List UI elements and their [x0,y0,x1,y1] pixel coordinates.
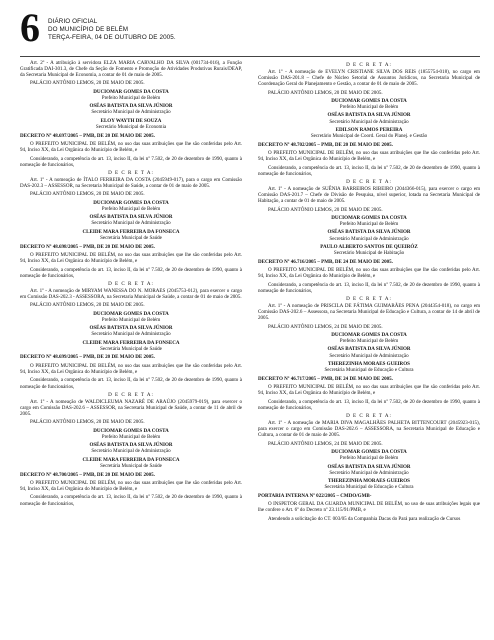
signer-name: THEREZINHA MORAES GUEIROS [328,361,410,368]
signer-name: DUCIOMAR GOMES DA COSTA [93,199,169,206]
decree-heading: DECRETO Nº 48.699/2005 – PMB, DE 20 DE MAIO DE 2005. [20,354,155,361]
paragraph: Considerando, a competência do art. 13, inciso II, da lei nº 7.502, de 20 de dezembro de 1990, quanto à nomeação de funcionários, [258,164,480,177]
paragraph: PALÁCIO ANTÔNIO LEMOS, 20 DE MAIO DE 2005. [268,206,383,213]
signer-name: DUCIOMAR GOMES DA COSTA [93,427,169,434]
signature [258,478,480,490]
signer-title: Prefeito Municipal de Belém [101,316,161,323]
signer-name: CLEIDE MARA FERREIRA DA FONSECA [82,339,180,346]
signature [20,103,242,115]
signer-title: Secretário Municipal de Habitação [333,250,405,257]
decree-heading: DECRETO Nº 48.697/2005 – PMB, DE 20 DE MAIO DE 2005. [20,132,155,139]
signature [20,457,242,469]
signer-name: DUCIOMAR GOMES DA COSTA [93,310,169,317]
signer-name: DUCIOMAR GOMES DA COSTA [93,88,169,95]
paragraph: Considerando, a competência do art. 13, inciso II, da lei nº 7.502, de 20 de dezembro de 1990, quanto à nomeação de funcionários, [20,494,242,507]
paragraph: Art. 1º - A nomeação de WALDICLEUMA NAZARÉ DE ARAÚJO (2045979-019), para exercer o cargo em Comissão DAS-202.6 – ASSESSOR, na Secretaria Municipal de Saúde, a contar de 11 de abril de 2005. [20,398,242,418]
signer-title: Prefeito Municipal de Belém [339,455,399,462]
signature [20,214,242,226]
decree-heading: DECRETO Nº 46.717/2005 – PMB, DE 24 DE MAIO DE 2005. [258,375,393,382]
decreta-label: D E C R E T A: [346,413,392,420]
decreta-label: D E C R E T A: [108,169,154,176]
signer-name: OSÉAS BATISTA DA SILVA JÚNIOR [89,325,173,332]
left-column [20,60,242,636]
signer-title: Prefeito Municipal de Belém [101,94,161,101]
paragraph: O PREFEITO MUNICIPAL DE BELÉM, no uso das suas atribuições que lhe são conferidas pelo Art. 94, Inciso XX, da Lei Orgânica do Município de Belém, e [258,150,480,163]
paragraph: Considerando, a competência do art. 13, inciso II, da lei nº 7.502, de 20 de dezembro de 1990, quanto à nomeação de funcionários, [20,266,242,279]
signer-name: OSÉAS BATISTA DA SILVA JÚNIOR [327,346,411,353]
signer-title: Secretário Municipal de Administração [329,118,409,125]
signer-title: Secretário Municipal de Administração [91,331,171,338]
signer-title: Secretária Municipal de Educação e Cultura [324,484,414,491]
signature [20,311,242,323]
paragraph: Art. 1º - A nomeação de MARIA DIVA MAGALHÃES PALHETA BITTENCOURT (2045923-015), para exercer o cargo em Comissão DAS-202.6 – ASSESSORA, na Secretaria Municipal de Educação e Cultura, a contar de 01 de maio de 2005. [258,420,480,439]
paragraph: O INSPETOR GERAL DA GUARDA MUNICIPAL DE BELÉM, no uso de suas atribuições legais que lhe confere o Art. 6º do Decreto nº 23.115/91/PMB, e [258,501,480,514]
signer-name: OSÉAS BATISTA DA SILVA JÚNIOR [89,442,173,449]
paragraph: Art. 2º - A atribuição à servidora ELZA MARIA CARVALHO DA SILVA (001734-016), a Função Gratificada DAI-301.3, de Chefe da Seção de Fomento e Promoção de Atividades Produtivas Rurais/DEAP, da Secretaria Municipal de Economia, a contar de 01 de maio de 2005. [20,60,242,79]
paragraph: PALÁCIO ANTÔNIO LEMOS, 24 DE MAIO DE 2005. [268,323,383,330]
signer-title: Secretário Municipal de Administração [329,469,409,476]
signer-title: Secretário Municipal de Administração [329,235,409,242]
signer-name: OSÉAS BATISTA DA SILVA JÚNIOR [327,229,411,236]
paragraph: PALÁCIO ANTÔNIO LEMOS, 20 DE MAIO DE 2005. [268,89,383,96]
decree-heading: PORTARIA INTERNA Nº 022/2005 – CMDO/GMB- [258,492,372,499]
signature [258,127,480,139]
paragraph: Art. 1º - A nomeação de ÍTALO FERREIRA DA COSTA (2045949-017), para o cargo em Comissão DAS-202.3 – ASSESSOR, na Secretaria Municipal de Saúde, a contar de 01 de maio de 2005. [20,177,242,190]
signature [20,340,242,352]
paragraph: Art. 1º - A nomeação de PRISCILA DE FÁTIMA GUIMARÃES PENA (2044354-018), no cargo em Comissão DAS-202.6 – Assessora, na Secretaria Municipal de Educação e Cultura, a contar de 14 de abril de 2005. [258,303,480,322]
signature [20,442,242,454]
signer-title: Secretário Municipal de Administração [91,448,171,455]
signer-title: Secretário Municipal de Economia [95,124,167,130]
paragraph: PALÁCIO ANTÔNIO LEMOS, 24 DE MAIO DE 2005. [268,440,383,447]
signature [258,346,480,358]
paragraph: Considerando, a competência do art. 13, inciso II, da lei nº 7.502, de 20 de dezembro de 1990, quanto à nomeação de funcionários, [20,377,242,390]
signer-title: Secretário Municipal de Administração [91,109,171,116]
signer-name: OSÉAS BATISTA DA SILVA JÚNIOR [327,112,411,119]
signature [258,98,480,110]
signer-title: Secretária Municipal de Saúde [100,462,162,469]
paragraph: Art. 1º - A nomeação de EVELYN CRISTIANE SILVA DOS REIS (1855754-018), no cargo em Comissão DAS-201.8 – Chefe de Núcleo Setorial de Assuntos Jurídicos, na Secretaria Municipal de Coordenação Geral do Planejamento e Gestão, a contar de 01 de maio de 2005. [258,69,480,88]
paragraph: Art. 1º - A nomeação de SUÊNIA BARREIROS RIBEIRO (2044366-015), para exercer o cargo em Comissão DAS-201.7 – Chefe de Divisão de Pesquisa, nível superior, lotada na Secretaria Municipal de Habitação, a contar de 01 de maio de 2005. [258,186,480,205]
signer-title: Secretário Municipal de Administração [91,220,171,227]
signer-name: PAULO ALBERTO SANTOS DE QUEIRÓZ [320,244,418,251]
signature [258,464,480,476]
decreta-label: D E C R E T A: [346,179,392,186]
signer-name: OSÉAS BATISTA DA SILVA JÚNIOR [89,214,173,221]
signature [20,229,242,241]
paragraph: O PREFEITO MUNICIPAL DE BELÉM, no uso das suas atribuições que lhe são conferidas pelo Art. 94, Inciso XX, da Lei Orgânica do Município de Belém, e [20,363,242,376]
paragraph: O PREFEITO MUNICIPAL DE BELÉM, no uso das suas atribuições que lhe são conferidas pelo Art. 94, Inciso XX, da Lei Orgânica do Município de Belém, e [258,267,480,280]
signer-title: Prefeito Municipal de Belém [101,433,161,440]
signature [20,428,242,440]
signer-name: OSÉAS BATISTA DA SILVA JÚNIOR [89,103,173,110]
paragraph: PALÁCIO ANTÔNIO LEMOS, 20 DE MAIO DE 2005. [30,302,145,309]
signature [258,449,480,461]
paragraph: PALÁCIO ANTÔNIO LEMOS, 20 DE MAIO DE 2005. [30,191,145,198]
signature [20,118,242,130]
right-column [258,60,480,636]
header-rule [20,56,480,57]
page-header [20,5,480,54]
decreta-label: D E C R E T A: [346,62,392,68]
signer-title: Secretária Municipal de Saúde [100,345,162,352]
paragraph: PALÁCIO ANTÔNIO LEMOS, 20 DE MAIO DE 2005. [30,80,145,87]
masthead [48,18,176,42]
signer-name: CLEIDE MARA FERREIRA DA FONSECA [82,456,180,463]
signer-title: Secretária Municipal de Educação e Cultura [324,367,414,374]
masthead-title: DIÁRIO OFICIAL [48,18,98,25]
signer-title: Prefeito Municipal de Belém [339,220,399,227]
decree-heading: DECRETO Nº 46.716/2005 – PMB, DE 24 DE MAIO DE 2005. [258,258,393,265]
decree-heading: DECRETO Nº 48.698/2005 – PMB, DE 20 DE MAIO DE 2005. [20,243,155,250]
paragraph: O PREFEITO MUNICIPAL DE BELÉM, no uso das suas atribuições que lhe são conferidas pelo Art. 94, Inciso XX, da Lei Orgânica do Município de Belém, e [258,384,480,397]
paragraph: O PREFEITO MUNICIPAL DE BELÉM, no uso das suas atribuições que lhe são conferidas pelo Art. 94, Inciso XX, da Lei Orgânica do Município de Belém, e [20,141,242,154]
edition-number: 6 [20,5,40,50]
signature [20,89,242,101]
signer-name: THEREZINHA MORAES GUEIROS [328,478,410,485]
paragraph: O PREFEITO MUNICIPAL DE BELÉM, no uso das suas atribuições que lhe são conferidas pelo Art. 94, Inciso XX, da Lei Orgânica do Município de Belém, e [20,252,242,265]
signature [258,112,480,124]
decreta-label: D E C R E T A: [108,280,154,287]
paragraph: PALÁCIO ANTÔNIO LEMOS, 20 DE MAIO DE 2005. [30,419,145,426]
signer-name: CLEIDE MARA FERREIRA DA FONSECA [82,228,180,235]
signer-title: Prefeito Municipal de Belém [339,338,399,344]
decree-heading: DECRETO Nº 48.702/2005 – PMB, DE 20 DE MAIO DE 2005. [258,141,393,148]
signer-title: Prefeito Municipal de Belém [101,205,161,212]
signer-name: DUCIOMAR GOMES DA COSTA [331,331,407,338]
signer-name: DUCIOMAR GOMES DA COSTA [331,448,407,455]
decree-heading: DECRETO Nº 48.700/2005 – PMB, DE 20 DE MAIO DE 2005. [20,471,155,478]
signature [258,215,480,227]
signature [20,200,242,212]
signer-title: Secretário Municipal de Administração [329,352,409,359]
decreta-label: D E C R E T A: [108,391,154,398]
signer-title: Prefeito Municipal de Belém [339,103,399,110]
masthead-subtitle: DO MUNICÍPIO DE BELÉM [48,26,129,33]
paragraph: Considerando, a competência do art. 13, inciso II, da lei nº 7.502, de 20 de dezembro de 1990, quanto à nomeação de funcionários, [258,398,480,411]
signature [258,229,480,241]
signature [20,325,242,337]
signer-name: OSÉAS BATISTA DA SILVA JÚNIOR [327,463,411,470]
signer-title: Secretário Municipal de Coord. Geral do Planej. e Gestão [310,133,428,140]
signer-name: ELOY WAYTH DE SOUZA [100,117,162,124]
signer-name: DUCIOMAR GOMES DA COSTA [331,97,407,104]
signature [258,361,480,373]
paragraph: O PREFEITO MUNICIPAL DE BELÉM, no uso das suas atribuições que lhe são conferidas pelo Art. 94, Inciso XX, da Lei Orgânica do Município de Belém, e [20,480,242,493]
signer-name: DUCIOMAR GOMES DA COSTA [331,214,407,221]
masthead-date: TERÇA-FEIRA, 04 DE OUTUBRO DE 2005. [48,34,176,41]
paragraph: Considerando, a competência do art. 13, inciso II, da lei nº 7.502, de 20 de dezembro de 1990, quanto à nomeação de funcionários, [258,281,480,294]
paragraph: Considerando, a competência do art. 13, inciso II, da lei nº 7.502, de 20 de dezembro de 1990, quanto à nomeação de funcionários, [20,155,242,168]
decreta-label: D E C R E T A: [346,296,392,303]
signer-title: Secretária Municipal de Saúde [100,234,162,241]
signature [258,332,480,344]
signer-name: EDILSON RAMOS PEREIRA [335,127,403,133]
paragraph: Art. 1º - A nomeação de MIRYAM WANESSA DO N. MORAES (2045753-012), para exercer o cargo em Comissão DAS-202.3 - ASSESSORA, na Secretaria Municipal de Saúde, a contar de 01 de maio de 2005. [20,287,242,301]
signature [258,244,480,256]
paragraph: Atendendo a solicitação do CT. 003/05 da Companhia Dacas do Pará para realização de Cursos [268,515,461,522]
